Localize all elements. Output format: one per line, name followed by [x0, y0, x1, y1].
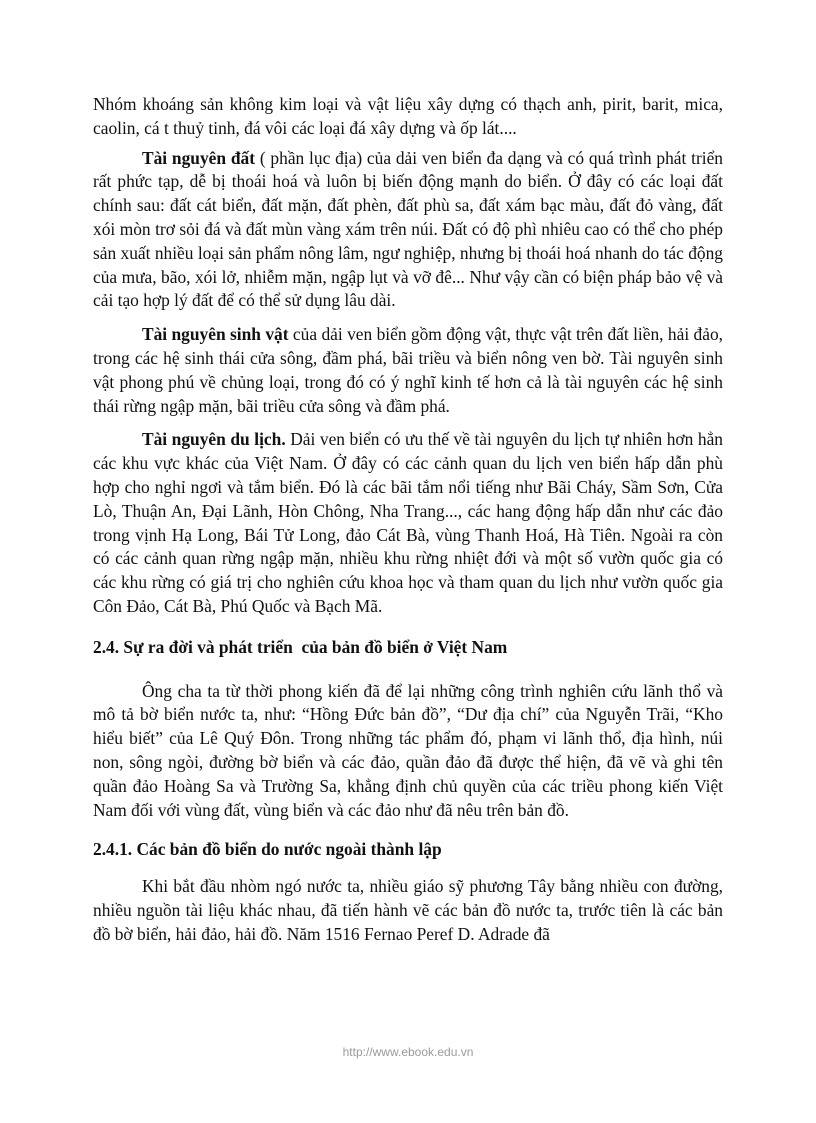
paragraph-biological-resources	[93, 323, 723, 418]
document-page	[93, 93, 723, 947]
text-tourism-resources: Dải ven biển có ưu thế về tài nguyên du lịch tự nhiên hơn hẳn các khu vực khác của Việt Nam. Ở đây có các cảnh quan du lịch ven biển hấp dẫn phù hợp cho nghỉ ngơi và tắm biển. Đó là các bãi tắm nổi tiếng như Bãi Cháy, Sầm Sơn, Cửa Lò, Thuận An, Đại Lãnh, Hòn Chông, Nha Trang..., các hang động hấp dẫn như các đảo trong vịnh Hạ Long, Bái Tử Long, đảo Cát Bà, vùng Thanh Hoá, Hà Tiên. Ngoài ra còn có các cảnh quan rừng ngập mặn, nhiều khu rừng nhiệt đới và một số vườn quốc gia có các khu rừng có giá trị cho nghiên cứu khoa học và tham quan du lịch như vườn quốc gia Côn Đảo, Cát Bà, Phú Quốc và Bạch Mã.	[93, 429, 723, 616]
paragraph-nonmetal-minerals: Nhóm khoáng sản không kim loại và vật liệu xây dựng có thạch anh, pirit, barit, mica, caolin, cá t thuỷ tinh, đá vôi các loại đá xây dựng và ốp lát....	[93, 94, 723, 138]
text-land-resources: ( phần lục địa) của dải ven biển đa dạng và có quá trình phát triển rất phức tạp, dễ bị thoái hoá và luôn bị biến động mạnh do biển. Ở đây có các loại đất chính sau: đất cát biển, đất mặn, đất phèn, đất phù sa, đất xám bạc màu, đất đỏ vàng, đất xói mòn trơ sỏi đá và đất mùn vàng xám trên núi. Đất có độ phì nhiêu cao có thể cho phép sản xuất nhiều loại sản phẩm nông lâm, ngư nghiệp, nhưng bị thoái hoá nhanh do tác động của mưa, bão, xói lở, nhiễm mặn, ngập lụt và vỡ đê... Như vậy cần có biện pháp bảo vệ và cải tạo hợp lý đất để có thể sử dụng lâu dài.	[93, 147, 724, 311]
paragraph-foreign-maps: Khi bắt đầu nhòm ngó nước ta, nhiều giáo sỹ phương Tây bằng nhiều con đường, nhiều nguồn tài liệu khác nhau, đã tiến hành vẽ các bản đồ nước ta, trước tiên là các bản đồ bờ biển, hải đảo, hải đồ. Năm 1516 Fernao Peref D. Adrade đã	[93, 876, 723, 944]
section-heading-2-4-1: 2.4.1. Các bản đồ biển do nước ngoài thành lập	[93, 839, 442, 860]
text-biological-resources: của dải ven biển gồm động vật, thực vật trên đất liền, hải đảo, trong các hệ sinh thái cửa sông, đầm phá, bãi triều và biển nông ven bờ. Tài nguyên sinh vật phong phú về chủng loại, trong đó có ý nghĩ kinh tế hơn cả là tài nguyên các hệ sinh thái rừng ngập mặn, bãi triều cửa sông và đầm phá.	[93, 324, 724, 416]
term-biological-resources: Tài nguyên sinh vật	[142, 324, 289, 345]
paragraph-historical-maps: Ông cha ta từ thời phong kiến đã để lại những công trình nghiên cứu lãnh thổ và mô tả bờ biển nước ta, như: “Hồng Đức bản đồ”, “Dư địa chí” của Nguyễn Trãi, “Kho hiểu biết” của Lê Quý Đôn. Trong những tác phẩm đó, phạm vi lãnh thổ, địa hình, núi non, sông ngòi, đường bờ biển và các đảo, quần đảo đã được thể hiện, đã vẽ và ghi tên quần đảo Hoàng Sa và Trường Sa, khẳng định chủ quyền của các triều phong kiến Việt Nam đối với vùng đất, vùng biển và các đảo như đã nêu trên bản đồ.	[93, 680, 723, 820]
footer-url: http://www.ebook.edu.vn	[342, 1045, 474, 1059]
section-heading-2-4: 2.4. Sự ra đời và phát triển của bản đồ biển ở Việt Nam	[93, 636, 508, 657]
paragraph-tourism-resources	[93, 428, 723, 618]
paragraph-land-resources	[93, 147, 723, 314]
term-land-resources: Tài nguyên đất	[142, 147, 256, 168]
term-tourism-resources: Tài nguyên du lịch.	[142, 429, 286, 450]
